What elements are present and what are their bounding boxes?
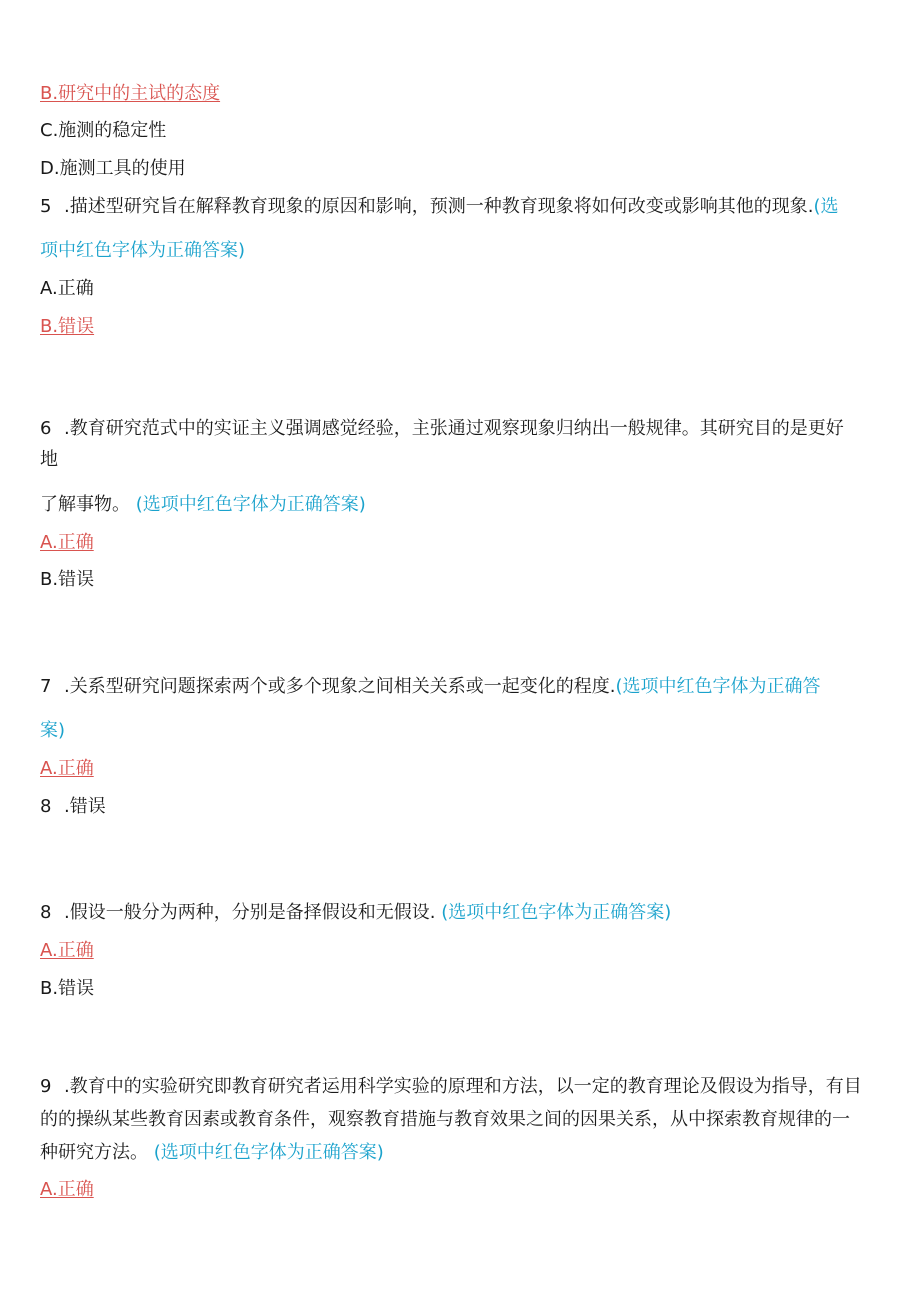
q7-question: [40, 674, 820, 700]
q7-hint-part2: 案): [40, 720, 66, 741]
q5-text: .描述型研究旨在解释教育现象的原因和影响，预测一种教育现象将如何改变或影响其他的现象.: [64, 196, 814, 217]
q6-option-b: B.错误: [40, 569, 95, 590]
q8-option-a: A.正确: [40, 940, 94, 961]
q6-text-line3: 了解事物。: [40, 494, 130, 515]
q5-question: [40, 194, 838, 220]
q7-option-b-number: 8: [40, 796, 52, 817]
q8-hint: (选项中红色字体为正确答案): [441, 902, 672, 923]
q6-number: 6: [40, 418, 52, 439]
q7-option-a: A.正确: [40, 758, 94, 779]
q6-text-line1: .教育研究范式中的实证主义强调感觉经验，主张通过观察现象归纳出一般规律。其研究目的是更好: [64, 418, 844, 439]
q9-text-line3-wrap: [40, 1140, 384, 1166]
q9-text-line1: .教育中的实验研究即教育研究者运用科学实验的原理和方法，以一定的教育理论及假设为指导，有目: [64, 1076, 862, 1097]
q7-option-b: [40, 794, 106, 820]
q7-option-b-text: .错误: [64, 796, 106, 817]
q5-number: 5: [40, 196, 52, 217]
q7-hint-part1: (选项中红色字体为正确答: [615, 676, 821, 697]
q8-text: .假设一般分为两种，分别是备择假设和无假设.: [64, 902, 436, 923]
q6-question: [40, 416, 844, 442]
q6-option-a: A.正确: [40, 532, 94, 553]
q6-text-line3-wrap: [40, 492, 366, 518]
q5-option-b: B.错误: [40, 316, 95, 337]
q4-option-b: B.研究中的主试的态度: [40, 83, 221, 104]
q8-question: [40, 900, 671, 926]
q8-number: 8: [40, 902, 52, 923]
q7-text: .关系型研究问题探索两个或多个现象之间相关关系或一起变化的程度.: [64, 676, 616, 697]
q6-text-line2: 地: [40, 449, 58, 470]
q9-text-line2: 的的操纵某些教育因素或教育条件，观察教育措施与教育效果之间的因果关系，从中探索教育规律的一: [40, 1109, 850, 1130]
q9-text-line3: 种研究方法。: [40, 1142, 148, 1163]
q9-hint: (选项中红色字体为正确答案): [153, 1142, 384, 1163]
q5-hint-part1: (选: [813, 196, 839, 217]
q5-hint-part2: 项中红色字体为正确答案): [40, 240, 246, 261]
q9-question: [40, 1074, 862, 1100]
q8-option-b: B.错误: [40, 978, 95, 999]
q9-option-a: A.正确: [40, 1179, 94, 1200]
q5-option-a: A.正确: [40, 278, 94, 299]
q6-hint: (选项中红色字体为正确答案): [135, 494, 366, 515]
q4-option-c: C.施测的稳定性: [40, 120, 167, 141]
q9-number: 9: [40, 1076, 52, 1097]
q4-option-d: D.施测工具的使用: [40, 158, 186, 179]
q7-number: 7: [40, 676, 52, 697]
